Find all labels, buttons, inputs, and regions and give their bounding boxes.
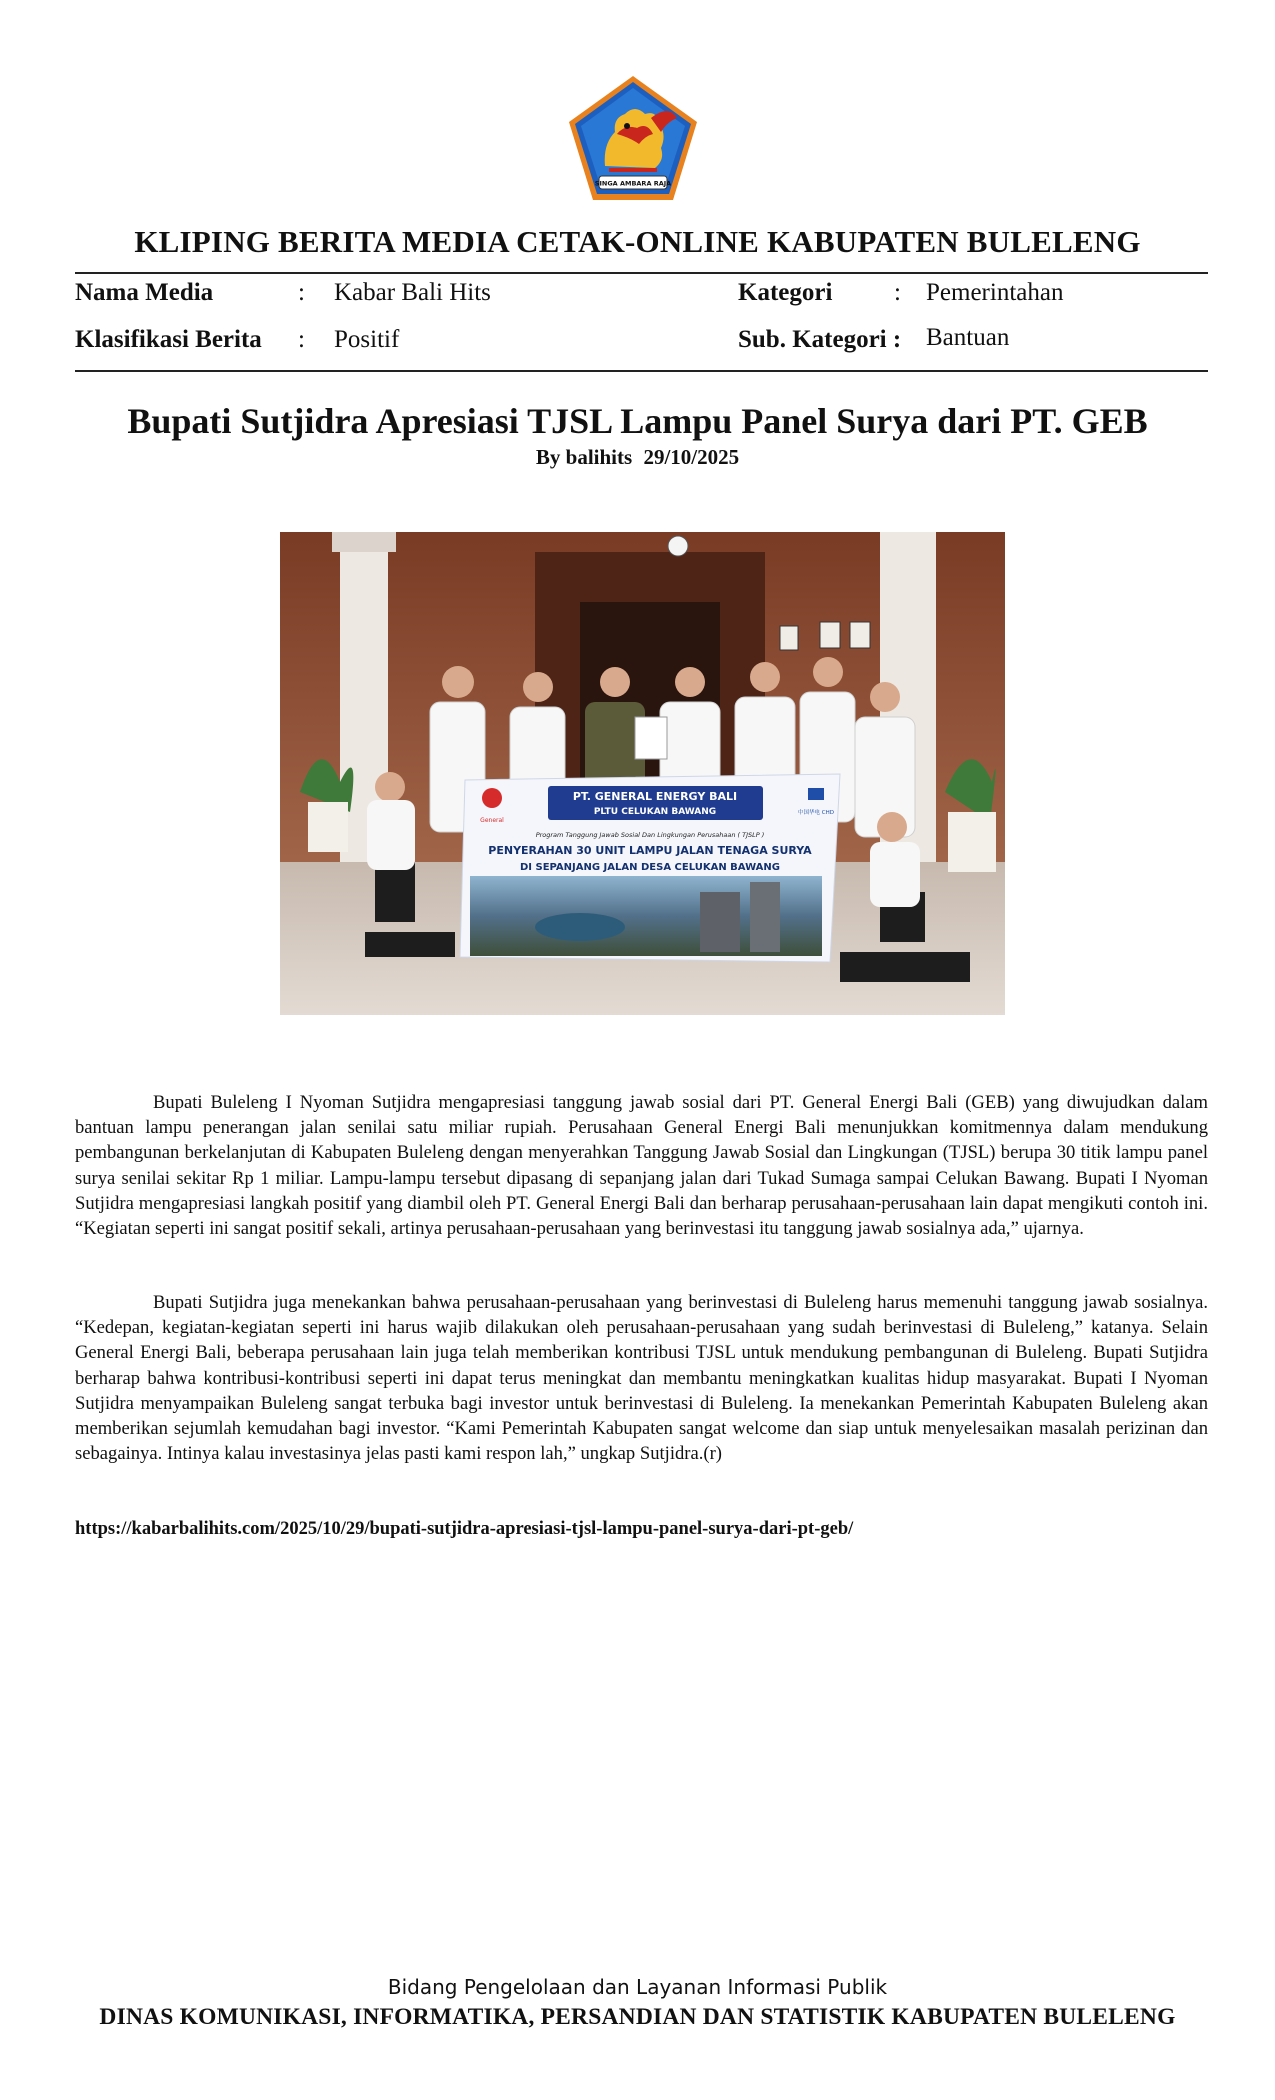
footer-division: Bidang Pengelolaan dan Layanan Informasi Publik (387, 1975, 888, 1999)
article-paragraph-text: Bupati Sutjidra juga menekankan bahwa perusahaan-perusahaan yang berinvestasi di Buleleng harus memenuhi tanggung jawab sosialnya. “Kedepan, kegiatan-kegiatan seperti ini harus wajib dilakukan oleh perusahaan-perusahaan yang sudah berinvestasi di Buleleng,” katanya. Selain General Energi Bali, beberapa perusahaan lain juga telah memberikan kontribusi TJSL untuk mendukung pembangunan di Buleleng. Bupati Sutjidra berharap bahwa kontribusi-kontribusi seperti ini dapat terus meningkat dan membantu meningkatkan kualitas hidup masyarakat. Bupati I Nyoman Sutjidra menyampaikan Buleleng sangat terbuka bagi investor untuk berinvestasi di Buleleng. Ia menekankan Pemerintah Kabupaten Buleleng akan memberikan sejumlah kemudahan bagi investor. “Kami Pemerintah Kabupaten sangat welcome dan siap untuk menyelesaikan masalah perizinan dan sebagainya. Intinya kalau investasinya jelas pasti kami respon lah,” ungkap Sutjidra.(r) (75, 1292, 1208, 1465)
article-paragraph (75, 1290, 1208, 1466)
article-paragraph-text: Bupati Buleleng I Nyoman Sutjidra mengapresiasi tanggung jawab sosial dari PT. General Energi Bali (GEB) yang diwujudkan dalam bantuan lampu penerangan jalan senilai satu miliar rupiah. Perusahaan General Energi Bali menunjukkan komitmennya dalam mendukung pembangunan berkelanjutan di Kabupaten Buleleng dengan menyerahkan Tanggung Jawab Sosial dan Lingkungan (TJSL) berupa 30 titik lampu panel surya senilai sekitar Rp 1 miliar. Lampu-lampu tersebut dipasang di sepanjang jalan dari Tukad Sumaga sampai Celukan Bawang. Bupati I Nyoman Sutjidra mengapresiasi langkah positif yang diambil oleh PT. General Energi Bali dan berharap perusahaan-perusahaan lain dapat mengikuti contoh ini. “Kegiatan seperti ini sangat positif sekali, artinya perusahaan-perusahaan yang berinvestasi itu tanggung jawab sosialnya ada,” ujarnya. (75, 1092, 1208, 1240)
nama-media-value: Kabar Bali Hits (334, 279, 491, 306)
byline-author: By balihits (535, 445, 633, 469)
svg-text:Program Tanggung Jawab Sosial: Program Tanggung Jawab Sosial Dan Lingkungan Perusahaan ( TJSLP ) (535, 831, 765, 839)
svg-text:PLTU CELUKAN BAWANG: PLTU CELUKAN BAWANG (593, 807, 717, 817)
header-title: KLIPING BERITA MEDIA CETAK-ONLINE KABUPATEN BULELENG (134, 224, 1141, 259)
kategori-label: Kategori (738, 279, 833, 306)
header-divider-bottom (75, 370, 1208, 372)
sub-kategori-value: Bantuan (926, 324, 1010, 351)
kategori-value: Pemerintahan (926, 279, 1064, 306)
svg-text:中国华电 CHD: 中国华电 CHD (798, 810, 834, 816)
kategori-colon: : (894, 279, 901, 306)
buleleng-crest-logo (565, 74, 701, 202)
byline (0, 445, 1275, 470)
article-paragraph (75, 1090, 1208, 1241)
svg-text:General: General (480, 817, 504, 824)
sub-kategori-label: Sub. Kategori : (738, 326, 902, 353)
article-title: Bupati Sutjidra Apresiasi TJSL Lampu Panel Surya dari PT. GEB (127, 401, 1148, 441)
svg-text:DI SEPANJANG JALAN DESA CELUKA: DI SEPANJANG JALAN DESA CELUKAN BAWANG (519, 862, 781, 873)
klasifikasi-colon: : (298, 326, 305, 353)
source-url: https://kabarbalihits.com/2025/10/29/bupati-sutjidra-apresiasi-tjsl-lampu-panel-surya-dari-pt-geb/ (75, 1519, 854, 1539)
byline-date: 29/10/2025 (643, 445, 740, 469)
footer-agency: DINAS KOMUNIKASI, INFORMATIKA, PERSANDIAN DAN STATISTIK KABUPATEN BULELENG (99, 2004, 1176, 2030)
klasifikasi-value: Positif (334, 326, 400, 353)
nama-media-colon: : (298, 279, 305, 306)
article-photo (280, 532, 1005, 1015)
crest-icon (565, 74, 701, 202)
svg-text:PENYERAHAN 30 UNIT LAMPU JALAN: PENYERAHAN 30 UNIT LAMPU JALAN TENAGA SURYA (488, 844, 812, 857)
header-divider-top (75, 272, 1208, 274)
svg-text:PT. GENERAL ENERGY BALI: PT. GENERAL ENERGY BALI (572, 790, 738, 803)
svg-text:SINGA AMBARA RAJA: SINGA AMBARA RAJA (594, 179, 672, 188)
klasifikasi-label: Klasifikasi Berita (75, 326, 262, 353)
nama-media-label: Nama Media (75, 279, 214, 306)
